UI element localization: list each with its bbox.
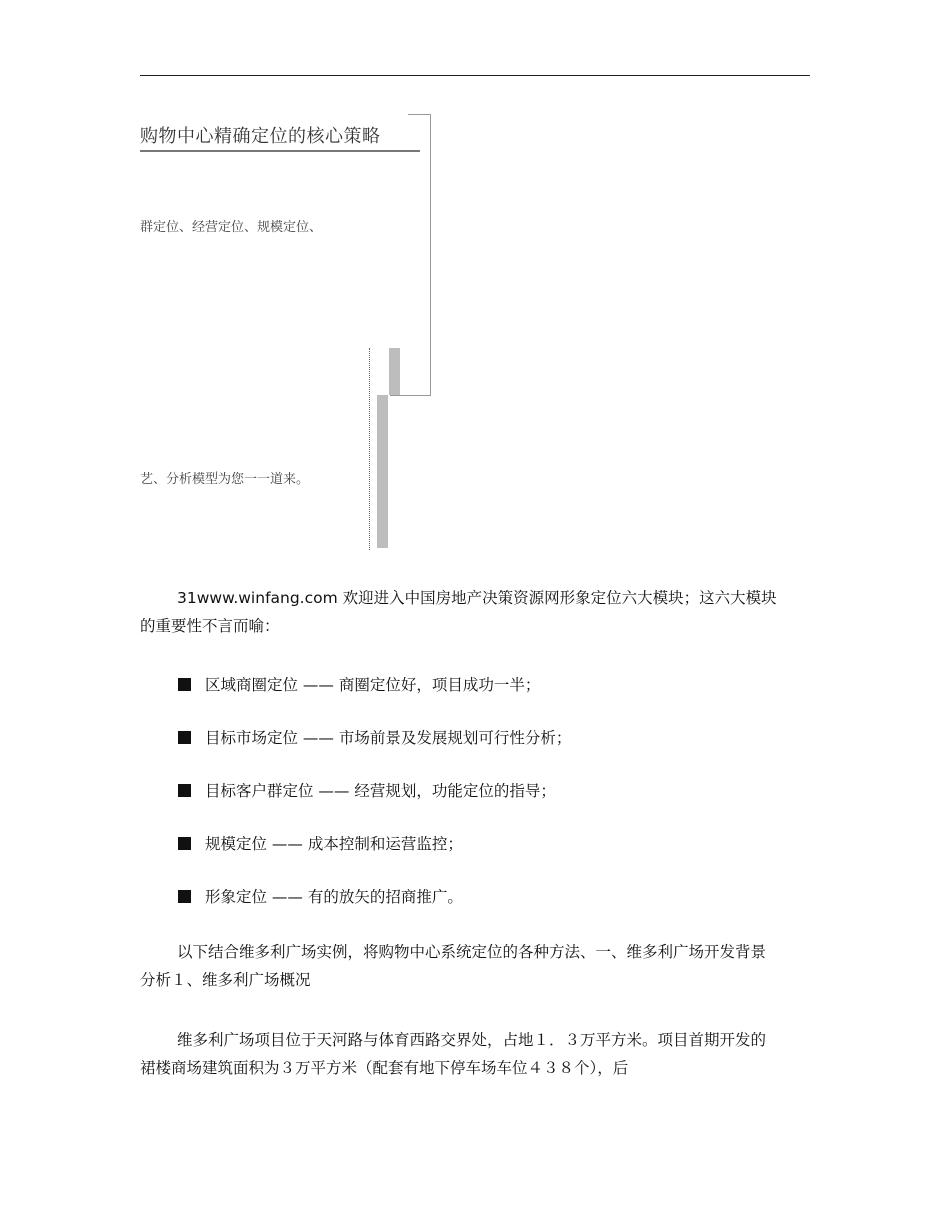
figure-frame xyxy=(430,114,431,396)
intro-paragraph: 31www.winfang.com 欢迎进入中国房地产决策资源网形象定位六大模块；这六大模块的重要性不言而喻： xyxy=(140,589,777,635)
square-bullet-icon xyxy=(178,731,191,744)
bullet-text: 区域商圈定位 —— 商圈定位好，项目成功一半； xyxy=(205,676,541,694)
bullet-item xyxy=(178,885,463,909)
header-rule xyxy=(140,75,810,76)
paragraph-background: 以下结合维多利广场实例，将购物中心系统定位的各种方法、一、维多利广场开发背景分析１、维多利广场概况 xyxy=(140,943,767,989)
figure-text-line-2: 艺、分析模型为您一一道来。 xyxy=(140,472,310,487)
bullet-item xyxy=(178,673,540,697)
bullet-item xyxy=(178,832,463,856)
figure-text-line-1: 群定位、经营定位、规模定位、 xyxy=(140,220,323,235)
bullet-text: 形象定位 —— 有的放矢的招商推广。 xyxy=(205,888,463,906)
figure-dotted-line xyxy=(369,348,370,550)
bullet-text: 规模定位 —— 成本控制和运营监控； xyxy=(205,835,463,853)
paragraph-overview: 维多利广场项目位于天河路与体育西路交界处，占地１．３万平方米。项目首期开发的裙楼商场建筑面积为３万平方米（配套有地下停车场车位４３８个），后 xyxy=(140,1031,767,1077)
square-bullet-icon xyxy=(178,678,191,691)
bullet-item xyxy=(178,726,571,750)
figure-gray-bar-upper xyxy=(389,348,400,395)
bullet-text: 目标客户群定位 —— 经营规划，功能定位的指导； xyxy=(205,782,556,800)
bullet-text: 目标市场定位 —— 市场前景及发展规划可行性分析； xyxy=(205,729,572,747)
figure-gray-bar-lower xyxy=(377,395,388,548)
figure-frame-top xyxy=(408,114,430,115)
bullet-item xyxy=(178,779,556,803)
figure-frame-bottom xyxy=(390,395,430,396)
square-bullet-icon xyxy=(178,784,191,797)
figure-title: 购物中心精确定位的核心策略 xyxy=(140,126,381,147)
figure-title-underline xyxy=(140,150,420,152)
square-bullet-icon xyxy=(178,890,191,903)
square-bullet-icon xyxy=(178,837,191,850)
scanned-figure xyxy=(140,110,440,555)
